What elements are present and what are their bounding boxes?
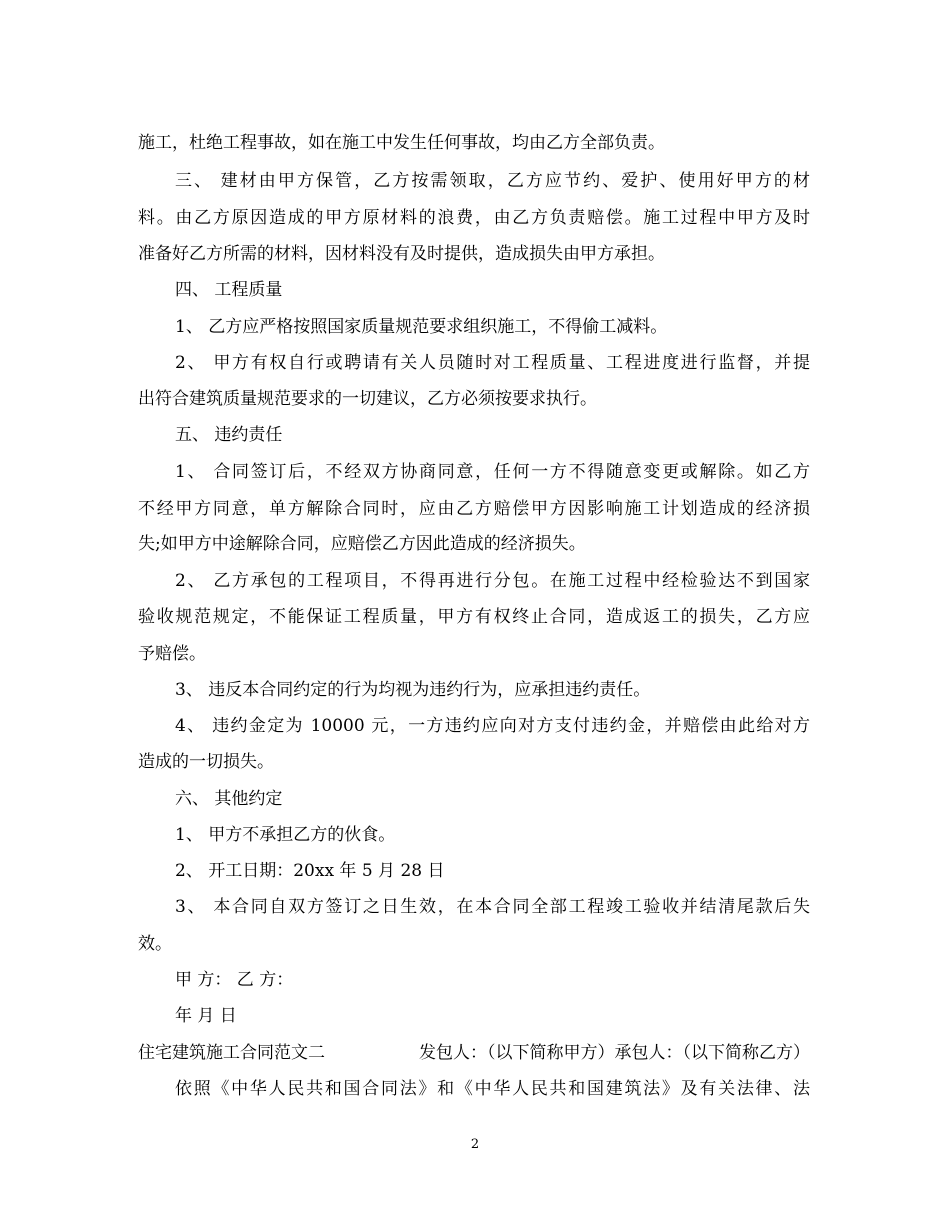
contract-title: 住宅建筑施工合同范文二: [138, 1043, 325, 1063]
date-line: 年 月 日: [175, 1006, 237, 1026]
paragraph-line: 1、 甲方不承担乙方的伙食。: [175, 825, 396, 845]
contract-title-row: [138, 1040, 810, 1066]
paragraph-line: 3、 本合同自双方签订之日生效，在本合同全部工程竣工验收并结清尾款后失: [175, 897, 810, 917]
paragraph-line: 依照《中华人民共和国合同法》和《中华人民共和国建筑法》及有关法律、法: [175, 1079, 810, 1099]
paragraph-line: 2、 乙方承包的工程项目，不得再进行分包。在施工过程中经检验达不到国家: [175, 571, 810, 591]
paragraph-line: 2、 开工日期：20xx 年 5 月 28 日: [175, 861, 445, 881]
paragraph-line: 4、 违约金定为 10000 元，一方违约应向对方支付违约金，并赔偿由此给对方: [175, 716, 810, 736]
section-heading: 六、 其他约定: [175, 789, 283, 809]
paragraph-line: 2、 甲方有权自行或聘请有关人员随时对工程质量、工程进度进行监督，并提: [175, 353, 810, 373]
paragraph-line: 准备好乙方所需的材料，因材料没有及时提供，造成损失由甲方承担。: [138, 244, 665, 264]
paragraph-line: 不经甲方同意，单方解除合同时，应由乙方赔偿甲方因影响施工计划造成的经济损: [138, 499, 810, 519]
paragraph-line: 失;如甲方中途解除合同，应赔偿乙方因此造成的经济损失。: [138, 534, 586, 554]
paragraph-line: 施工，杜绝工程事故，如在施工中发生任何事故，均由乙方全部负责。: [138, 133, 665, 153]
paragraph-line: 造成的一切损失。: [138, 752, 274, 772]
paragraph-line: 效。: [138, 934, 172, 954]
section-heading: 五、 违约责任: [175, 425, 283, 445]
paragraph-line: 三、 建材由甲方保管，乙方按需领取，乙方应节约、爱护、使用好甲方的材: [175, 171, 810, 191]
paragraph-line: 予赔偿。: [138, 644, 206, 664]
paragraph-line: 1、 乙方应严格按照国家质量规范要求组织施工，不得偷工减料。: [175, 317, 668, 337]
parties-heading: 发包人：（以下简称甲方）承包人：（以下简称乙方）: [419, 1043, 810, 1063]
paragraph-line: 3、 违反本合同约定的行为均视为违约行为，应承担违约责任。: [175, 680, 651, 700]
paragraph-line: 验收规范规定，不能保证工程质量，甲方有权终止合同，造成返工的损失，乙方应: [138, 607, 810, 627]
paragraph-line: 出符合建筑质量规范要求的一切建议，乙方必须按要求执行。: [138, 389, 597, 409]
paragraph-line: 1、 合同签订后，不经双方协商同意，任何一方不得随意变更或解除。如乙方: [175, 462, 810, 482]
paragraph-line: 料。由乙方原因造成的甲方原材料的浪费，由乙方负责赔偿。施工过程中甲方及时: [138, 208, 810, 228]
section-heading: 四、 工程质量: [175, 280, 283, 300]
signature-line: 甲 方： 乙 方：: [175, 970, 294, 990]
page-number: 2: [470, 1137, 480, 1152]
